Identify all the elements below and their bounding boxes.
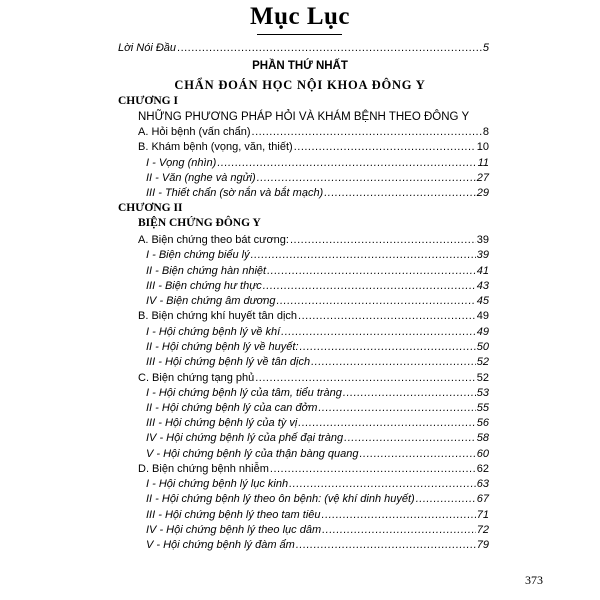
leader-dots (255, 371, 476, 385)
leader-dots (322, 523, 476, 537)
toc-entry (138, 233, 489, 247)
toc-entry-label: V - Hội chứng bệnh lý của thận bàng quang (146, 448, 359, 460)
leader-dots (322, 508, 476, 522)
toc-entry-page: 50 (476, 341, 489, 353)
toc-entry-page: 79 (476, 539, 489, 551)
toc-entry-page: 58 (476, 432, 489, 444)
toc-entry-page: 60 (476, 448, 489, 460)
toc-entry-page: 55 (476, 402, 489, 414)
toc-entry (138, 462, 489, 476)
toc-entry (146, 355, 489, 369)
toc-entry (146, 294, 489, 308)
leader-dots (270, 462, 476, 476)
toc-entry-page: 53 (476, 387, 489, 399)
toc-entry (146, 171, 489, 185)
toc-entry-label: V - Hội chứng bệnh lý đàm ẩm (146, 539, 295, 551)
toc-entry (138, 309, 489, 323)
chapter-2-label: CHƯƠNG II (118, 202, 183, 214)
toc-entry-page: 11 (477, 157, 489, 169)
toc-entry-page: 52 (476, 372, 489, 384)
toc-entry-label: I - Vọng (nhìn) (146, 157, 217, 169)
toc-entry-label: I - Biện chứng biểu lý (146, 249, 250, 261)
toc-entry-page: 8 (482, 126, 489, 138)
toc-entry-label: II - Hội chứng bệnh lý về huyết: (146, 341, 299, 353)
toc-entry-label: II - Hội chứng bệnh lý của can đởm (146, 402, 318, 414)
toc-entry (146, 156, 489, 170)
leader-dots (290, 233, 476, 247)
leader-dots (318, 401, 475, 415)
toc-entry-label: IV - Biện chứng âm dương (146, 295, 276, 307)
chapter-1-title: NHỮNG PHƯƠNG PHÁP HỎI VÀ KHÁM BỆNH THEO ĐÔNG Y (138, 111, 470, 123)
page-number: 373 (525, 573, 543, 587)
toc-entry-page: 67 (476, 493, 489, 505)
toc-entry-page: 72 (476, 524, 489, 536)
toc-entry-page: 62 (476, 463, 489, 475)
toc-entry-label: I - Hội chứng bệnh lý lục kinh (146, 478, 289, 490)
toc-entry (146, 248, 489, 262)
toc-entry-label: B. Biện chứng khí huyết tân dịch (138, 310, 298, 322)
toc-entry-page: 43 (476, 280, 489, 292)
toc-entry-label: A. Biện chứng theo bát cương: (138, 234, 289, 246)
toc-entry-page: 63 (476, 478, 489, 490)
toc-entry (138, 371, 489, 385)
leader-dots (263, 279, 476, 293)
toc-entry-page: 49 (476, 310, 489, 322)
toc-entry-label: I - Hội chứng bệnh lý của tâm, tiểu tràng (146, 387, 342, 399)
toc-entry-label: III - Hội chứng bệnh lý theo tam tiêu (146, 509, 321, 521)
leader-dots (298, 309, 476, 323)
leader-dots (276, 294, 475, 308)
toc-entry-page: 29 (476, 187, 489, 199)
leader-dots (311, 355, 476, 369)
leader-dots (177, 41, 482, 55)
toc-entry-label: A. Hỏi bệnh (vấn chẩn) (138, 126, 251, 138)
leader-dots (324, 186, 476, 200)
leader-dots (267, 264, 476, 278)
leader-dots (300, 340, 476, 354)
toc-entry-label: IV - Hội chứng bệnh lý theo lục dâm (146, 524, 322, 536)
chapter-1-label: CHƯƠNG I (118, 95, 178, 107)
toc-entry-label: Lời Nói Đầu (118, 42, 177, 54)
toc-entry-label: III - Hội chứng bệnh lý về tân dịch (146, 356, 311, 368)
toc-entry-page: 39 (476, 249, 489, 261)
toc-entry-page: 39 (476, 234, 489, 246)
toc-entry (146, 279, 489, 293)
toc-entry (146, 401, 489, 415)
toc-entry-label: D. Biện chứng bệnh nhiễm (138, 463, 269, 475)
toc-entry-page: 49 (476, 326, 489, 338)
leader-dots (289, 477, 476, 491)
leader-dots (344, 431, 476, 445)
toc-entry (146, 538, 489, 552)
toc-entry (146, 186, 489, 200)
toc-entry-page: 71 (476, 509, 489, 521)
toc-entry-page: 56 (476, 417, 489, 429)
leader-dots (359, 447, 475, 461)
toc-entry (146, 492, 489, 506)
toc-entry (146, 386, 489, 400)
leader-dots (281, 325, 476, 339)
toc-entry-page: 10 (476, 141, 489, 153)
toc-entry-label: II - Hội chứng bệnh lý theo ôn bệnh: (vệ khí dinh huyết) (146, 493, 415, 505)
toc-entry (138, 140, 489, 154)
toc-entry-label: II - Văn (nghe và ngửi) (146, 172, 256, 184)
chapter-2-title: BIỆN CHỨNG ĐÔNG Y (138, 217, 261, 229)
toc-entry-page: 5 (482, 42, 489, 54)
toc-entry-page: 41 (476, 265, 489, 277)
toc-entry-page: 45 (476, 295, 489, 307)
toc-entry (146, 264, 489, 278)
part-title: CHẨN ĐOÁN HỌC NỘI KHOA ĐÔNG Y (174, 78, 426, 92)
toc-entry (138, 125, 489, 139)
leader-dots (296, 538, 476, 552)
part-label: PHẦN THỨ NHẤT (252, 60, 348, 72)
toc-entry-page: 52 (476, 356, 489, 368)
toc-entry (146, 325, 489, 339)
toc-entry-label: I - Hội chứng bệnh lý về khí (146, 326, 281, 338)
toc-entry (146, 416, 489, 430)
title-underline (257, 34, 342, 35)
leader-dots (251, 248, 476, 262)
toc-entry-label: II - Biện chứng hàn nhiệt (146, 265, 267, 277)
toc-entry (146, 340, 489, 354)
leader-dots (294, 140, 476, 154)
leader-dots (257, 171, 476, 185)
toc-entry-label: III - Thiết chẩn (sờ nắn và bắt mạch) (146, 187, 324, 199)
leader-dots (252, 125, 482, 139)
toc-entry (146, 447, 489, 461)
page-title: Mục Lục (249, 3, 351, 30)
leader-dots (298, 416, 475, 430)
toc-entry-label: III - Hội chứng bệnh lý của tỳ vị (146, 417, 298, 429)
toc-entry (146, 523, 489, 537)
toc-entry (146, 431, 489, 445)
toc-entry-page: 27 (476, 172, 489, 184)
toc-entry (146, 508, 489, 522)
toc-entry-preface (118, 41, 489, 55)
toc-entry-label: C. Biện chứng tạng phủ (138, 372, 255, 384)
leader-dots (217, 156, 476, 170)
leader-dots (343, 386, 476, 400)
toc-entry-label: III - Biện chứng hư thực (146, 280, 262, 292)
toc-entry-label: B. Khám bệnh (vọng, văn, thiết) (138, 141, 293, 153)
toc-entry (146, 477, 489, 491)
leader-dots (416, 492, 476, 506)
toc-entry-label: IV - Hội chứng bệnh lý của phế đại tràng (146, 432, 344, 444)
